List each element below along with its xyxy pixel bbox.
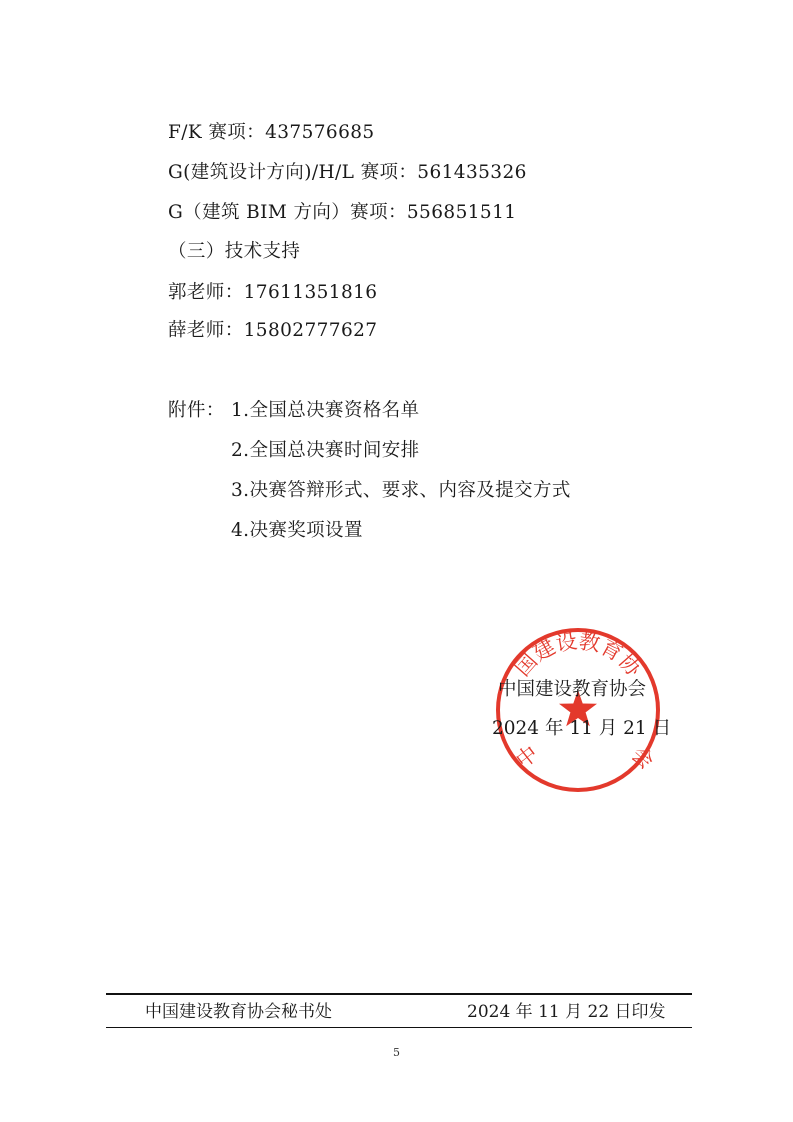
official-seal bbox=[493, 625, 663, 795]
attachments-lead: 附件： bbox=[168, 400, 225, 421]
attachment-item: 3.决赛答辩形式、要求、内容及提交方式 bbox=[231, 480, 571, 501]
footer-top-rule bbox=[106, 993, 692, 995]
support-heading: （三）技术支持 bbox=[168, 241, 301, 262]
footer-issuer: 中国建设教育协会秘书处 bbox=[145, 1002, 332, 1022]
signature-org: 中国建设教育协会 bbox=[498, 679, 647, 700]
footer-bottom-rule bbox=[106, 1027, 692, 1028]
contact-gbim: G（建筑 BIM 方向）赛项：556851511 bbox=[168, 202, 517, 223]
contact-fk: F/K 赛项：437576685 bbox=[168, 122, 375, 143]
attachment-item: 2.全国总决赛时间安排 bbox=[231, 440, 420, 461]
contact-ghl: G(建筑设计方向)/H/L 赛项：561435326 bbox=[168, 162, 527, 183]
attachment-item: 4.决赛奖项设置 bbox=[231, 520, 363, 541]
seal-arc-text: 国建设教育协 bbox=[510, 628, 646, 681]
seal-left-char: 中 bbox=[511, 741, 543, 773]
support-guo: 郭老师：17611351816 bbox=[168, 282, 378, 303]
signature-date: 2024 年 11 月 21 日 bbox=[492, 718, 672, 739]
seal-right-char: 会 bbox=[626, 741, 659, 774]
page-number: 5 bbox=[393, 1046, 400, 1059]
support-xue: 薛老师：15802777627 bbox=[168, 320, 378, 341]
footer-print-date: 2024 年 11 月 22 日印发 bbox=[467, 1002, 666, 1022]
attachment-item: 1.全国总决赛资格名单 bbox=[231, 400, 420, 421]
